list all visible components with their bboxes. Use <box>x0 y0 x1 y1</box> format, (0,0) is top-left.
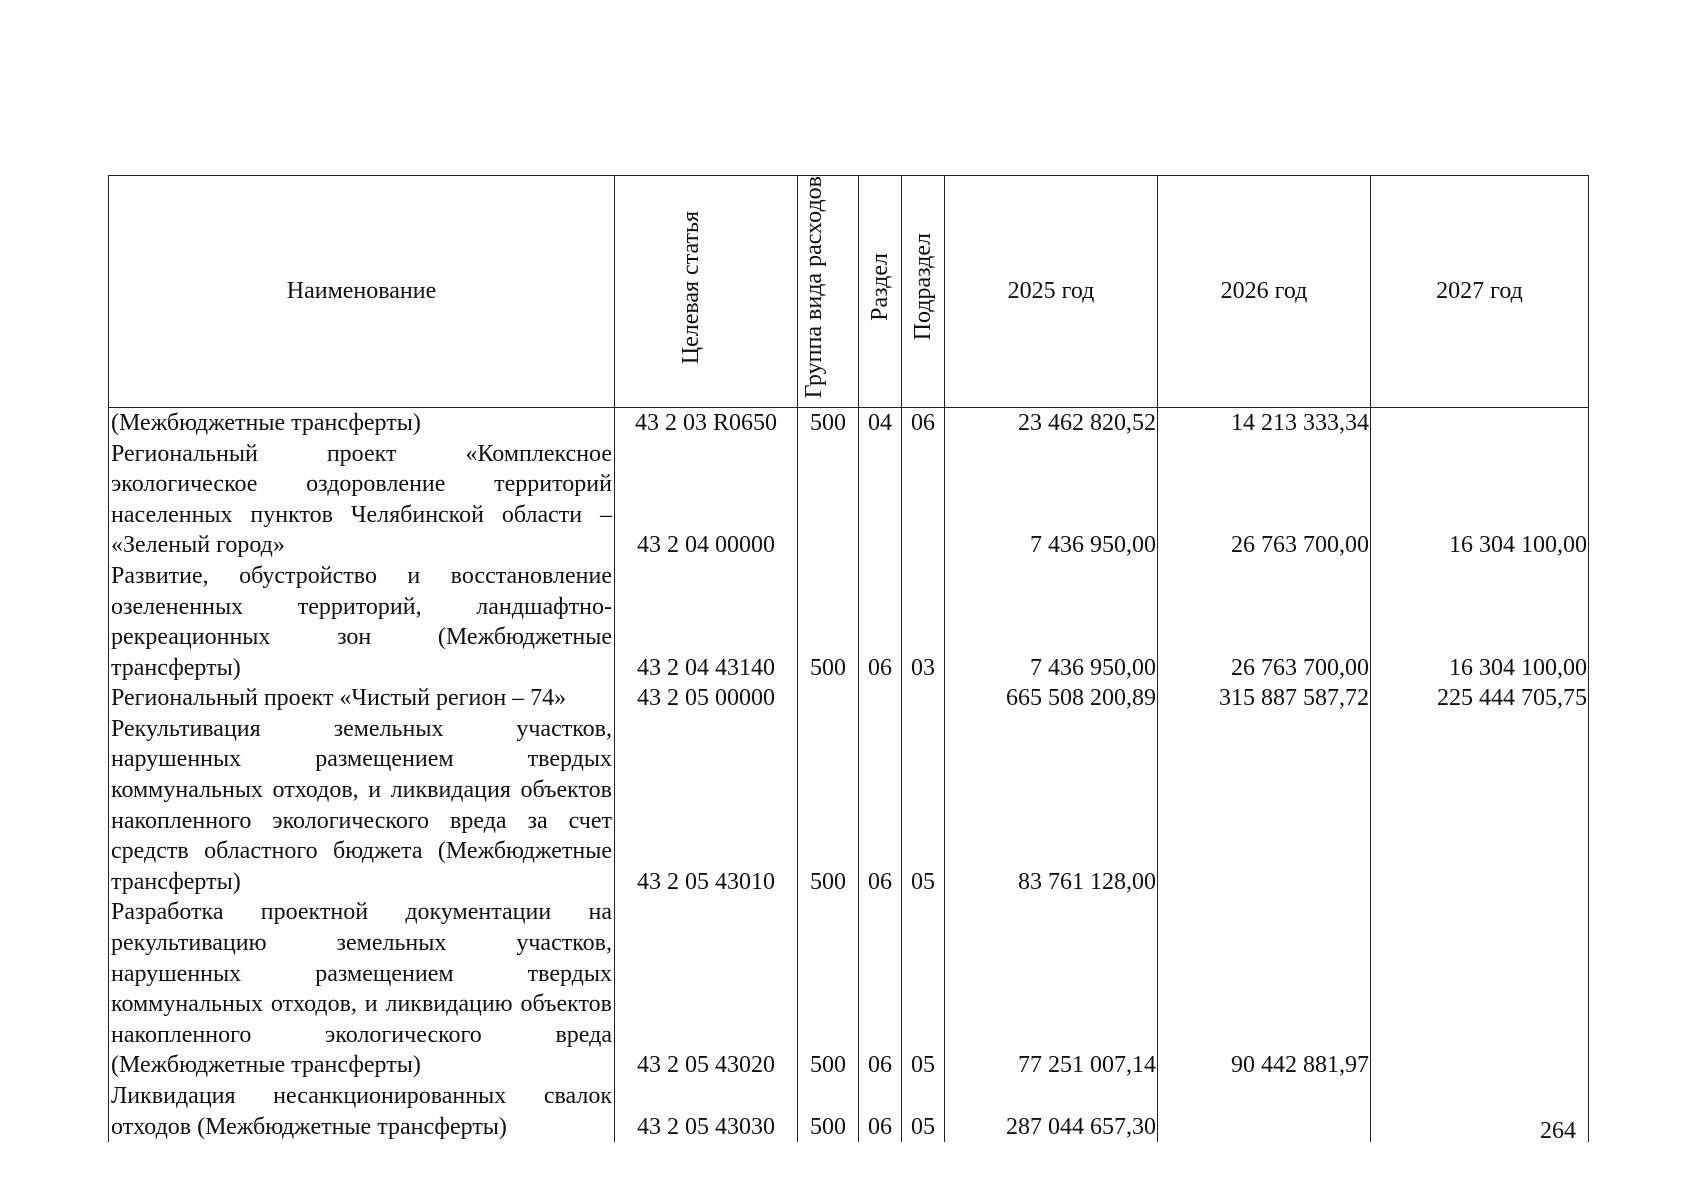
row-name: Рекультивация земельных участков, нарушенных размещением твердых коммунальных отходов, и ликвидация объектов накопленного экологического вреда за счет средств областного бюджета (Межбюджетные трансферты) <box>109 714 615 898</box>
row-2026 <box>1158 714 1371 898</box>
row-2026: 14 213 333,34 <box>1158 407 1371 438</box>
row-2027 <box>1371 407 1589 438</box>
row-2025: 83 761 128,00 <box>945 714 1158 898</box>
row-2025: 665 508 200,89 <box>945 683 1158 714</box>
table-header-row <box>109 176 1589 408</box>
row-code: 43 2 04 00000 <box>615 439 798 561</box>
table-row <box>109 561 1589 683</box>
row-subsection <box>902 683 945 714</box>
row-name: Ликвидация несанкционированных свалок отходов (Межбюджетные трансферты) <box>109 1081 615 1142</box>
row-2026: 315 887 587,72 <box>1158 683 1371 714</box>
row-2026: 26 763 700,00 <box>1158 561 1371 683</box>
header-expense-group: Группа вида расходов <box>798 176 859 408</box>
row-2026 <box>1158 1081 1371 1142</box>
row-section <box>859 683 902 714</box>
row-name: Развитие, обустройство и восстановление озелененных территорий, ландшафтно-рекреационных зон (Межбюджетные трансферты) <box>109 561 615 683</box>
row-2027 <box>1371 714 1589 898</box>
row-2027: 225 444 705,75 <box>1371 683 1589 714</box>
row-subsection: 05 <box>902 897 945 1081</box>
row-group <box>798 439 859 561</box>
row-section: 06 <box>859 897 902 1081</box>
row-2027: 16 304 100,00 <box>1371 561 1589 683</box>
row-code: 43 2 05 43010 <box>615 714 798 898</box>
row-code: 43 2 04 43140 <box>615 561 798 683</box>
row-2025: 287 044 657,30 <box>945 1081 1158 1142</box>
table-row <box>109 439 1589 561</box>
header-section: Раздел <box>859 176 902 408</box>
row-2025: 7 436 950,00 <box>945 561 1158 683</box>
table-row <box>109 897 1589 1081</box>
row-2027: 16 304 100,00 <box>1371 439 1589 561</box>
table-row <box>109 683 1589 714</box>
table-row <box>109 1081 1589 1142</box>
row-2026: 90 442 881,97 <box>1158 897 1371 1081</box>
row-2025: 23 462 820,52 <box>945 407 1158 438</box>
row-group: 500 <box>798 407 859 438</box>
row-2026: 26 763 700,00 <box>1158 439 1371 561</box>
row-name: Региональный проект «Чистый регион – 74» <box>109 683 615 714</box>
row-subsection: 06 <box>902 407 945 438</box>
row-section: 06 <box>859 1081 902 1142</box>
table-row <box>109 407 1589 438</box>
page-number: 264 <box>1540 1118 1576 1144</box>
row-code: 43 2 03 R0650 <box>615 407 798 438</box>
row-2025: 7 436 950,00 <box>945 439 1158 561</box>
row-group: 500 <box>798 561 859 683</box>
row-subsection: 05 <box>902 714 945 898</box>
row-name: Разработка проектной документации на рекультивацию земельных участков, нарушенных размещением твердых коммунальных отходов, и ликвидацию объектов накопленного экологического вреда (Межбюджетные трансферты) <box>109 897 615 1081</box>
header-subsection: Подраздел <box>902 176 945 408</box>
row-code: 43 2 05 43030 <box>615 1081 798 1142</box>
row-code: 43 2 05 00000 <box>615 683 798 714</box>
row-group: 500 <box>798 897 859 1081</box>
header-2027: 2027 год <box>1371 176 1589 408</box>
row-group: 500 <box>798 714 859 898</box>
row-name: Региональный проект «Комплексное экологическое оздоровление территорий населенных пунктов Челябинской области – «Зеленый город» <box>109 439 615 561</box>
row-section: 04 <box>859 407 902 438</box>
row-2025: 77 251 007,14 <box>945 897 1158 1081</box>
row-name: (Межбюджетные трансферты) <box>109 407 615 438</box>
budget-table <box>108 175 1589 1142</box>
row-subsection: 05 <box>902 1081 945 1142</box>
row-section: 06 <box>859 561 902 683</box>
row-group: 500 <box>798 1081 859 1142</box>
row-section <box>859 439 902 561</box>
header-name: Наименование <box>109 176 615 408</box>
row-subsection <box>902 439 945 561</box>
header-target-article: Целевая статья <box>615 176 798 408</box>
header-2025: 2025 год <box>945 176 1158 408</box>
row-group <box>798 683 859 714</box>
row-section: 06 <box>859 714 902 898</box>
table-row <box>109 714 1589 898</box>
row-subsection: 03 <box>902 561 945 683</box>
row-code: 43 2 05 43020 <box>615 897 798 1081</box>
header-2026: 2026 год <box>1158 176 1371 408</box>
row-2027 <box>1371 897 1589 1081</box>
